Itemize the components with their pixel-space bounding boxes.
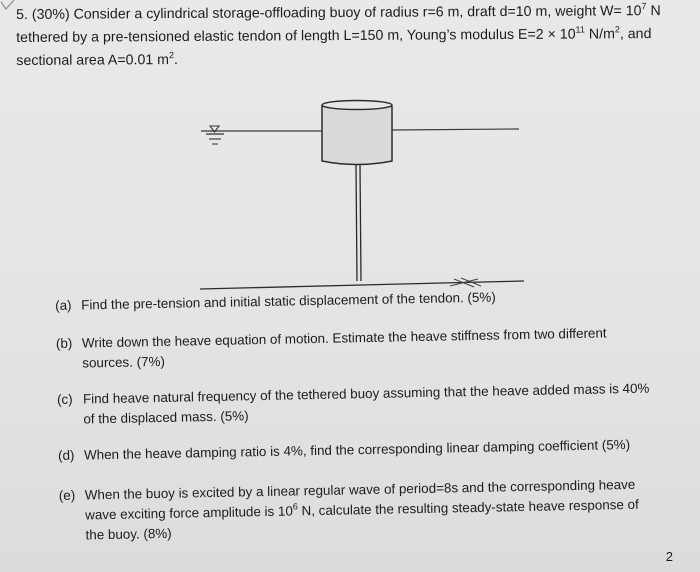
problem-text: . [173, 52, 178, 69]
problem-text: 5. (30%) Consider a cylindrical storage-offloading buoy of radius r=6 m, draft d=10 m, weight W= 10 [16, 3, 642, 23]
part-text: Find heave natural frequency of the tethered buoy assuming that the heave added mass is 40% [82, 380, 650, 407]
exponent: 7 [641, 1, 647, 12]
exponent: 6 [292, 501, 298, 512]
part-label: (a) [55, 297, 72, 313]
part-text: wave exciting force amplitude is 10 [85, 503, 293, 523]
problem-text: , and [619, 26, 652, 43]
cylindrical-buoy [322, 101, 392, 165]
part-text: When the heave damping ratio is 4%, find the corresponding linear damping coefficient (5%) [83, 436, 631, 463]
exponent: 2 [614, 24, 620, 35]
water-level-symbol [206, 126, 224, 144]
part-text: N, calculate the resulting steady-state heave response of [297, 496, 639, 519]
tendon [356, 165, 361, 281]
water-surface-line-right [392, 129, 519, 130]
part-text-continued: the buoy. (8%) [85, 525, 172, 543]
part-label: (b) [55, 335, 73, 351]
problem-text: tethered by a pre-tensioned elastic tendon of length L=150 m, Young’s modulus E=2 × 10 [16, 26, 576, 46]
part-text-continued: sources. (7%) [82, 353, 166, 371]
exponent: 11 [575, 24, 585, 35]
problem-text: N/m [584, 26, 615, 43]
page-number: 2 [665, 549, 673, 564]
problem-text: sectional area A=0.01 m [16, 52, 170, 69]
part-label: (d) [57, 447, 75, 463]
part-e [59, 475, 640, 546]
part-text: Find the pre-tension and initial static displacement of the tendon. (5%) [81, 289, 496, 313]
part-label: (c) [56, 391, 73, 407]
part-text: When the buoy is excited by a linear regular wave of period=8s and the corresponding heave [84, 476, 636, 503]
exponent: 2 [168, 50, 174, 61]
part-label: (e) [58, 487, 76, 503]
part-text-continued: of the displaced mass. (5%) [83, 408, 249, 427]
part-text: Write down the heave equation of motion. Estimate the heave stiffness from two different [81, 325, 607, 351]
problem-text: N [646, 3, 661, 20]
